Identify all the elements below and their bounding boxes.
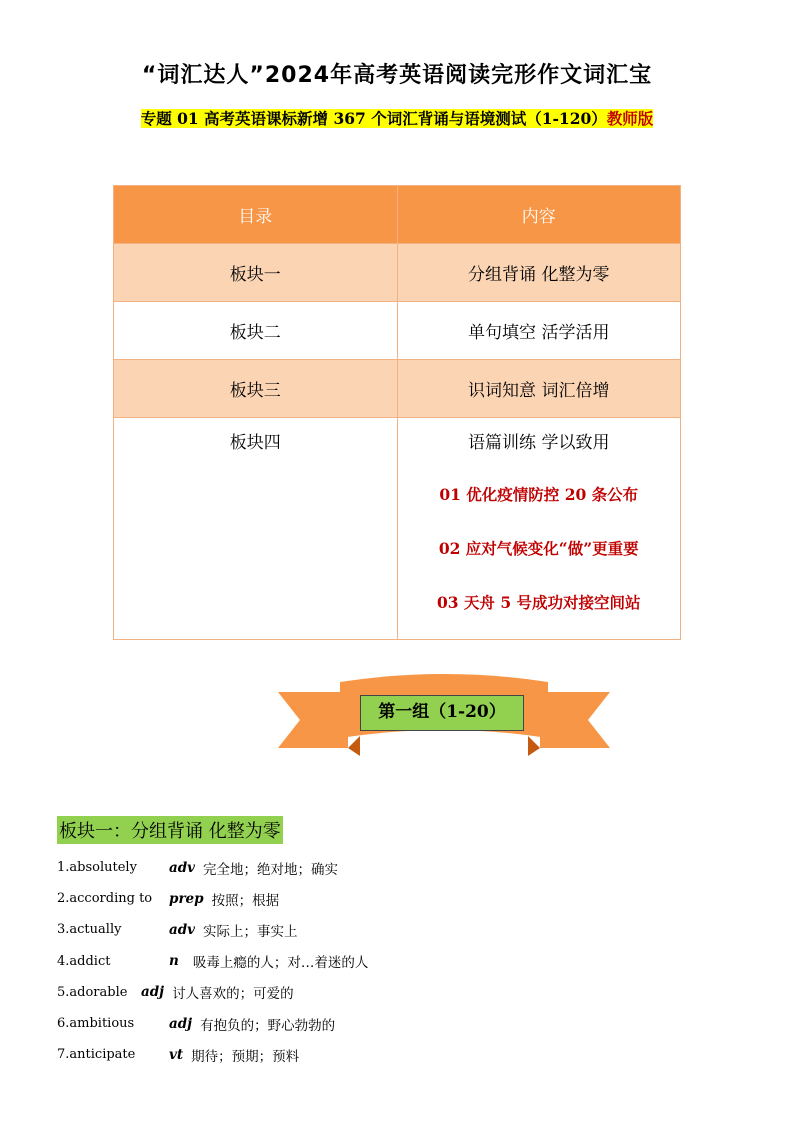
vocab-pos: adj xyxy=(169,1015,193,1032)
passage-title: 02 应对气候变化“做”更重要 xyxy=(438,539,639,558)
block-name: 板块三 xyxy=(114,360,398,418)
contents-table xyxy=(113,185,681,640)
subtitle-tag: 教师版 xyxy=(606,109,654,128)
block-content: 单句填空 活学活用 xyxy=(397,302,681,360)
vocab-word: 2.according to xyxy=(57,891,153,907)
vocab-meaning: 按照；根据 xyxy=(211,892,280,909)
list-item xyxy=(57,914,368,945)
vocab-meaning: 有抱负的；野心勃勃的 xyxy=(200,1017,336,1034)
list-item xyxy=(57,883,368,914)
vocab-meaning: 吸毒上瘾的人；对…着迷的人 xyxy=(192,955,369,972)
vocab-pos: adj xyxy=(141,984,165,1001)
vocab-meaning: 期待；预期；预料 xyxy=(191,1048,300,1065)
vocab-word: 4.addict xyxy=(57,953,111,969)
document-title: “词汇达人”2024年高考英语阅读完形作文词汇宝 xyxy=(141,63,653,88)
list-item xyxy=(57,852,368,883)
block-name: 板块四 xyxy=(114,418,398,640)
vocab-word: 5.adorable xyxy=(57,984,128,1000)
group-label: 第一组（1-20） xyxy=(360,695,524,731)
table-header-row xyxy=(114,186,681,244)
subtitle-main: 专题 01 高考英语课标新增 367 个词汇背诵与语境测试（1-120） xyxy=(140,109,607,128)
block-content: 识词知意 词汇倍增 xyxy=(397,360,681,418)
header-content: 内容 xyxy=(397,186,681,244)
block-content: 分组背诵 化整为零 xyxy=(397,244,681,302)
table-row xyxy=(114,418,681,640)
vocab-meaning: 实际上；事实上 xyxy=(203,923,298,940)
vocab-word: 3.actually xyxy=(57,922,122,938)
list-item xyxy=(57,977,368,1008)
vocab-meaning: 讨人喜欢的；可爱的 xyxy=(172,986,294,1003)
vocab-pos: prep xyxy=(169,890,204,907)
block-name: 板块一 xyxy=(114,244,398,302)
section-heading: 板块一：分组背诵 化整为零 xyxy=(57,816,283,844)
table-row xyxy=(114,302,681,360)
document-subtitle xyxy=(0,107,794,129)
list-item xyxy=(57,1039,368,1070)
block-name: 板块二 xyxy=(114,302,398,360)
list-item xyxy=(57,1008,368,1039)
vocab-word: 1.absolutely xyxy=(57,860,137,876)
table-row xyxy=(114,244,681,302)
list-item xyxy=(57,946,368,977)
vocab-word: 6.ambitious xyxy=(57,1016,135,1032)
passage-title: 03 天舟 5 号成功对接空间站 xyxy=(436,593,641,612)
table-row xyxy=(114,360,681,418)
vocab-pos: adv xyxy=(169,921,196,938)
block-content: 语篇训练 学以致用 xyxy=(468,433,610,453)
vocab-list xyxy=(57,852,368,1070)
header-catalog: 目录 xyxy=(114,186,398,244)
vocab-pos: vt xyxy=(169,1046,184,1063)
vocab-meaning: 完全地；绝对地；确实 xyxy=(203,861,339,878)
vocab-word: 7.anticipate xyxy=(57,1047,136,1063)
passage-title: 01 优化疫情防控 20 条公布 xyxy=(439,485,639,504)
block-content-cell xyxy=(397,418,681,640)
vocab-pos: adv xyxy=(169,859,196,876)
vocab-pos: n xyxy=(169,953,179,970)
